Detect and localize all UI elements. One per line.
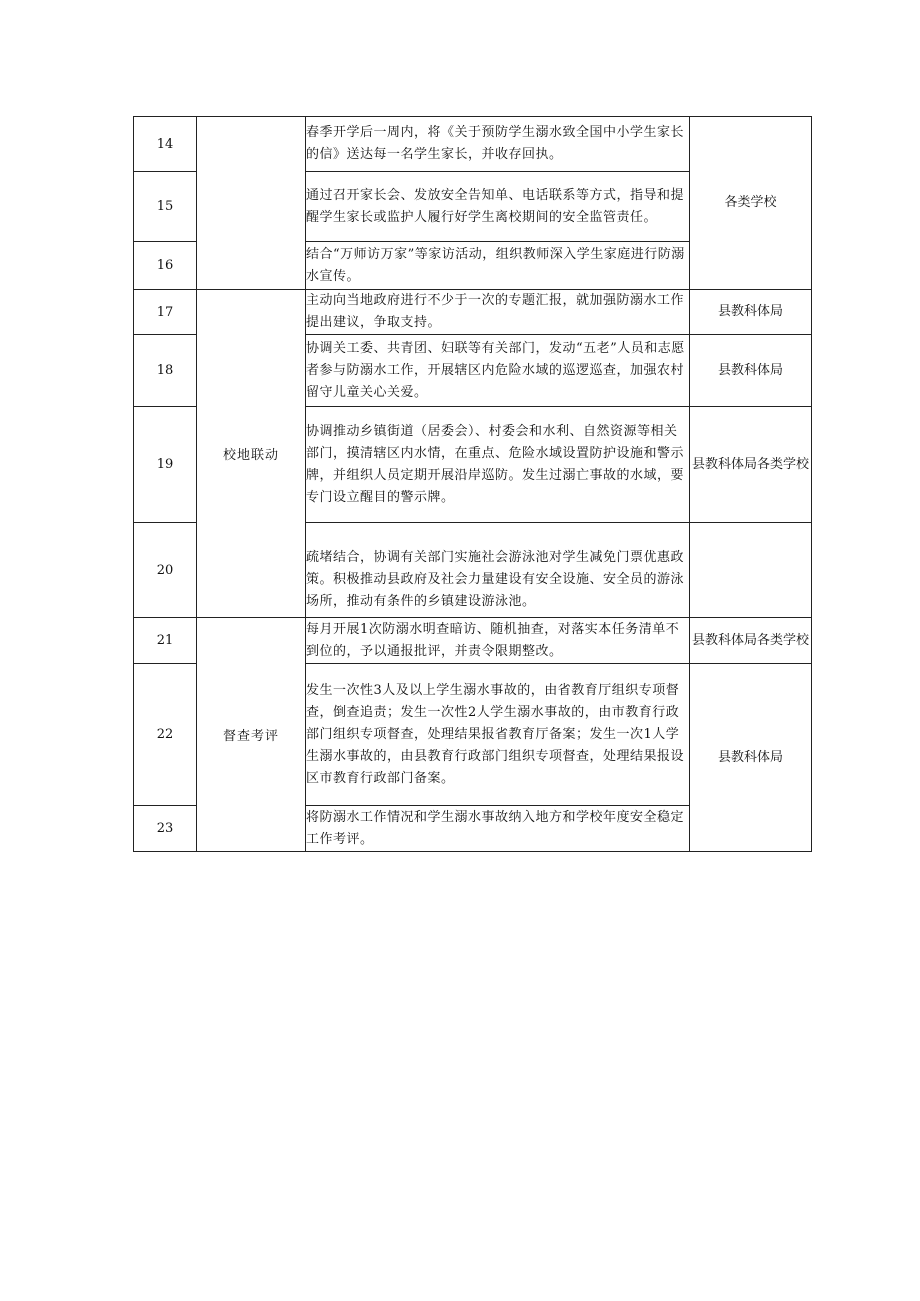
responsible-unit: 县教科体局各类学校 <box>690 407 812 523</box>
category-label: 督查考评 <box>197 618 306 852</box>
responsible-unit: 县教科体局 <box>690 290 812 335</box>
task-table <box>133 116 812 852</box>
row-number: 14 <box>134 117 197 172</box>
category-cell <box>197 117 306 290</box>
task-content: 将防溺水工作情况和学生溺水事故纳入地方和学校年度安全稳定工作考评。 <box>306 806 690 852</box>
task-content: 通过召开家长会、发放安全告知单、电话联系等方式，指导和提醒学生家长或监护人履行好学生离校期间的安全监管责任。 <box>306 172 690 242</box>
task-content: 发生一次性3人及以上学生溺水事故的，由省教育厅组织专项督查，倒查追责；发生一次性2人学生溺水事故的，由市教育行政部门组织专项督查，处理结果报省教育厅备案；发生一次1人学生溺水事故的，由县教育行政部门组织专项督查，处理结果报设区市教育行政部门备案。 <box>306 664 690 806</box>
task-content: 每月开展1次防溺水明查暗访、随机抽查，对落实本任务清单不到位的，予以通报批评，并责令限期整改。 <box>306 618 690 664</box>
table-row <box>134 618 812 664</box>
responsible-unit: 各类学校 <box>690 117 812 290</box>
table-row <box>134 117 812 172</box>
task-content: 春季开学后一周内，将《关于预防学生溺水致全国中小学生家长的信》送达每一名学生家长，并收存回执。 <box>306 117 690 172</box>
responsible-unit: 县教科体局 <box>690 664 812 852</box>
row-number: 16 <box>134 242 197 290</box>
responsible-unit: 县教科体局 <box>690 335 812 407</box>
row-number: 15 <box>134 172 197 242</box>
row-number: 18 <box>134 335 197 407</box>
task-content: 主动向当地政府进行不少于一次的专题汇报，就加强防溺水工作提出建议，争取支持。 <box>306 290 690 335</box>
task-content: 协调推动乡镇街道（居委会）、村委会和水利、自然资源等相关部门，摸清辖区内水情，在重点、危险水域设置防护设施和警示牌，并组织人员定期开展沿岸巡防。发生过溺亡事故的水域，要专门设立醒目的警示牌。 <box>306 407 690 523</box>
task-content: 结合“万师访万家”等家访活动，组织教师深入学生家庭进行防溺水宣传。 <box>306 242 690 290</box>
responsible-unit: 县教科体局各类学校 <box>690 618 812 664</box>
row-number: 23 <box>134 806 197 852</box>
row-number: 21 <box>134 618 197 664</box>
task-content: 疏堵结合，协调有关部门实施社会游泳池对学生减免门票优惠政策。积极推动县政府及社会力量建设有安全设施、安全员的游泳场所，推动有条件的乡镇建设游泳池。 <box>306 523 690 618</box>
responsible-unit-empty <box>690 523 812 618</box>
row-number: 17 <box>134 290 197 335</box>
row-number: 19 <box>134 407 197 523</box>
row-number: 20 <box>134 523 197 618</box>
task-content: 协调关工委、共青团、妇联等有关部门，发动“五老”人员和志愿者参与防溺水工作，开展辖区内危险水域的巡逻巡查，加强农村留守儿童关心关爱。 <box>306 335 690 407</box>
row-number: 22 <box>134 664 197 806</box>
table-row <box>134 290 812 335</box>
category-label: 校地联动 <box>197 290 306 618</box>
